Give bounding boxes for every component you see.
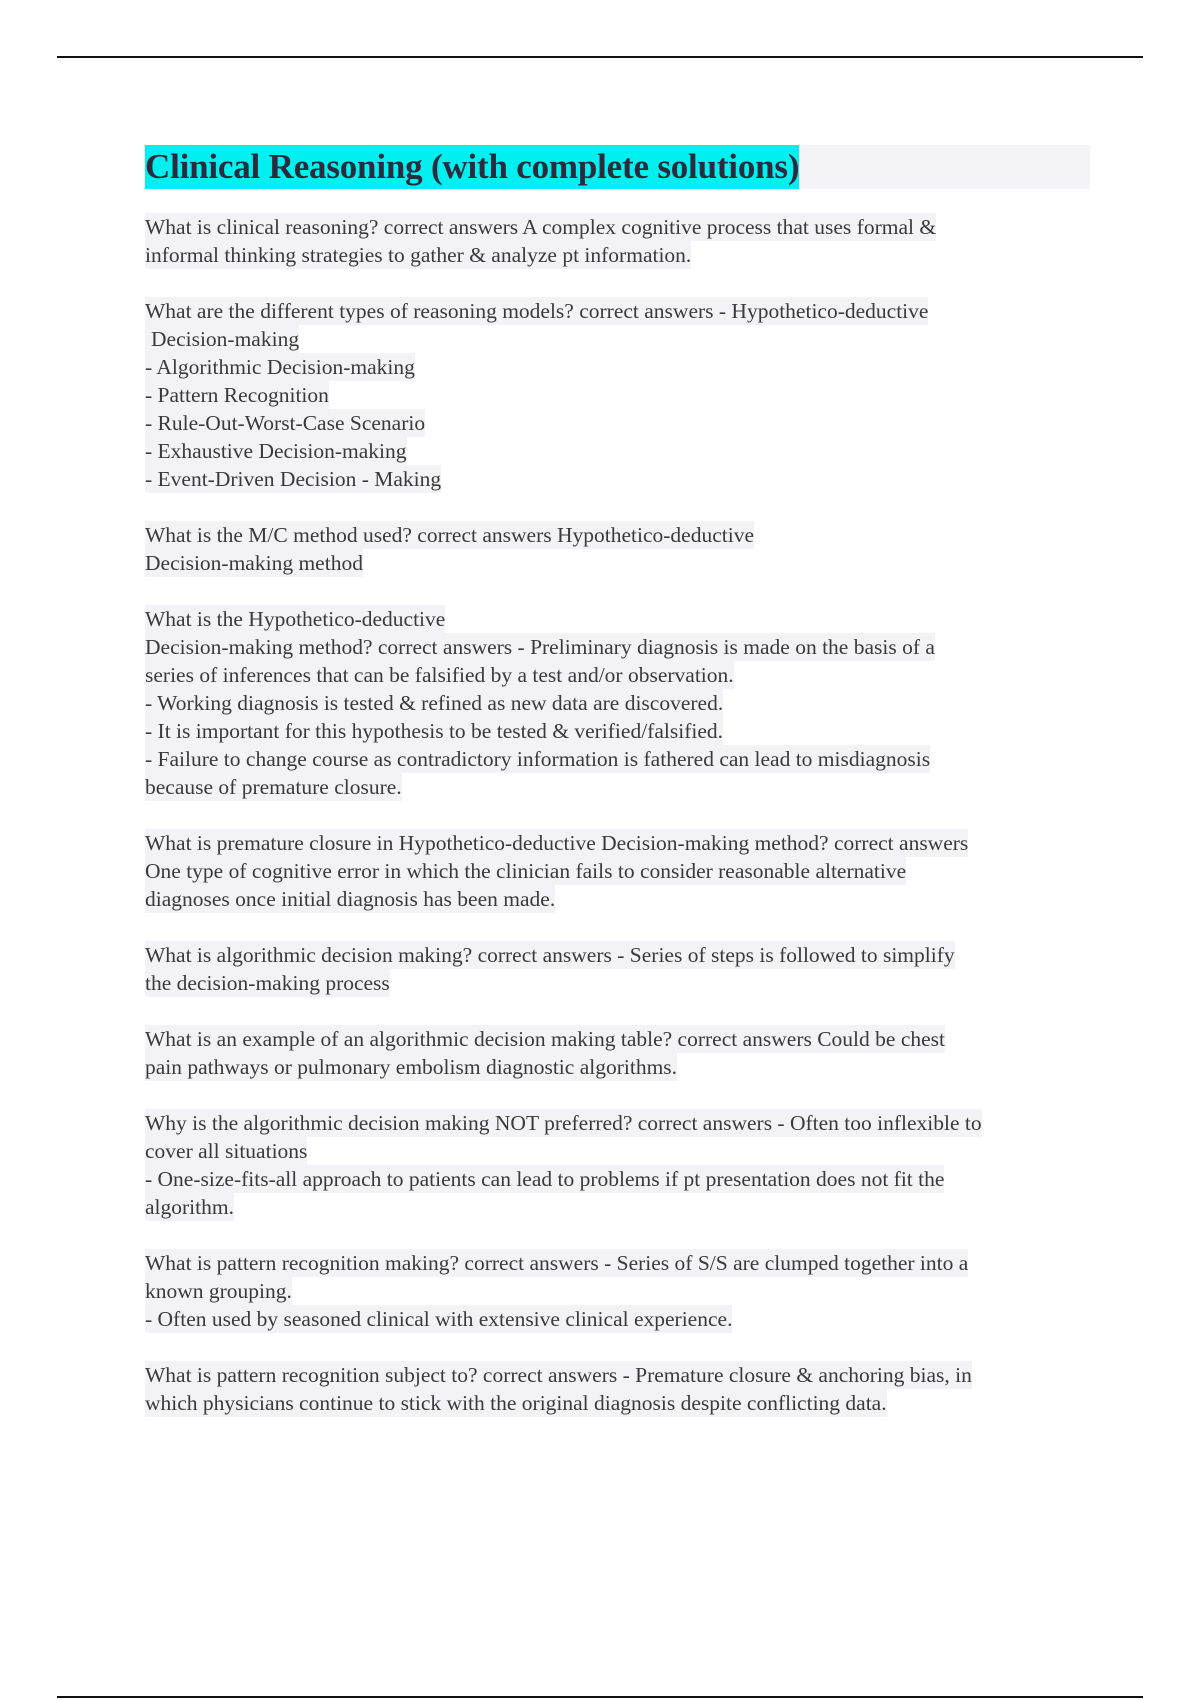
- page-top-rule: [57, 56, 1143, 58]
- title-row: [145, 145, 1090, 189]
- qa-entry-premature-closure: [145, 829, 1090, 913]
- text-line: because of premature closure.: [145, 775, 402, 799]
- qa-entry-pattern-recognition-bias: [145, 1361, 1090, 1417]
- list-item: - Failure to change course as contradictory information is fathered can lead to misdiagnosis: [145, 747, 931, 771]
- text-line: the decision-making process: [145, 971, 390, 995]
- qa-entry-clinical-reasoning: [145, 213, 1090, 269]
- text-line: diagnoses once initial diagnosis has been made.: [145, 887, 556, 911]
- text-line: What is algorithmic decision making? correct answers - Series of steps is followed to simplify: [145, 943, 955, 967]
- text-line: What is pattern recognition making? correct answers - Series of S/S are clumped together into a: [145, 1251, 969, 1275]
- qa-entry-pattern-recognition: [145, 1249, 1090, 1333]
- qa-entry-reasoning-models: [145, 297, 1090, 493]
- list-item: - It is important for this hypothesis to be tested & verified/falsified.: [145, 719, 723, 743]
- list-item: - Often used by seasoned clinical with extensive clinical experience.: [145, 1307, 733, 1331]
- list-item: - Rule-Out-Worst-Case Scenario: [145, 411, 426, 435]
- list-item: - Event-Driven Decision - Making: [145, 467, 442, 491]
- text-line: algorithm.: [145, 1195, 234, 1219]
- text-line: What is the Hypothetico-deductive: [145, 607, 446, 631]
- document-body: [145, 145, 1090, 1445]
- qa-entry-algorithmic-example: [145, 1025, 1090, 1081]
- text-line: Why is the algorithmic decision making NOT preferred? correct answers - Often too inflexible to: [145, 1111, 982, 1135]
- text-line: What are the different types of reasoning models? correct answers - Hypothetico-deductive: [145, 299, 929, 323]
- text-line: Decision-making method? correct answers - Preliminary diagnosis is made on the basis of a: [145, 635, 935, 659]
- text-line: What is premature closure in Hypothetico-deductive Decision-making method? correct answers: [145, 831, 969, 855]
- list-item: - Working diagnosis is tested & refined as new data are discovered.: [145, 691, 724, 715]
- text-line: What is pattern recognition subject to? correct answers - Premature closure & anchoring bias, in: [145, 1363, 972, 1387]
- text-line: What is the M/C method used? correct answers Hypothetico-deductive: [145, 523, 754, 547]
- list-item: - Pattern Recognition: [145, 383, 329, 407]
- text-line: which physicians continue to stick with the original diagnosis despite conflicting data.: [145, 1391, 887, 1415]
- document-title: Clinical Reasoning (with complete solutions): [145, 145, 799, 189]
- qa-entry-hypothetico-deductive: [145, 605, 1090, 801]
- text-line: What is an example of an algorithmic decision making table? correct answers Could be chest: [145, 1027, 946, 1051]
- text-line: cover all situations: [145, 1139, 308, 1163]
- text-line: series of inferences that can be falsified by a test and/or observation.: [145, 663, 734, 687]
- list-item: - Exhaustive Decision-making: [145, 439, 407, 463]
- text-line: pain pathways or pulmonary embolism diagnostic algorithms.: [145, 1055, 678, 1079]
- list-item: - One-size-fits-all approach to patients can lead to problems if pt presentation does not fit the: [145, 1167, 945, 1191]
- text-line: informal thinking strategies to gather & analyze pt information.: [145, 243, 692, 267]
- text-line: What is clinical reasoning? correct answers A complex cognitive process that uses formal &: [145, 215, 937, 239]
- qa-entry-mc-method: [145, 521, 1090, 577]
- page-bottom-rule: [57, 1696, 1143, 1698]
- text-line: known grouping.: [145, 1279, 292, 1303]
- list-item: - Algorithmic Decision-making: [145, 355, 415, 379]
- text-line: One type of cognitive error in which the clinician fails to consider reasonable alternative: [145, 859, 907, 883]
- qa-entry-algorithmic-not-preferred: [145, 1109, 1090, 1221]
- text-line: Decision-making: [145, 325, 299, 353]
- text-line: Decision-making method: [145, 551, 363, 575]
- qa-entry-algorithmic: [145, 941, 1090, 997]
